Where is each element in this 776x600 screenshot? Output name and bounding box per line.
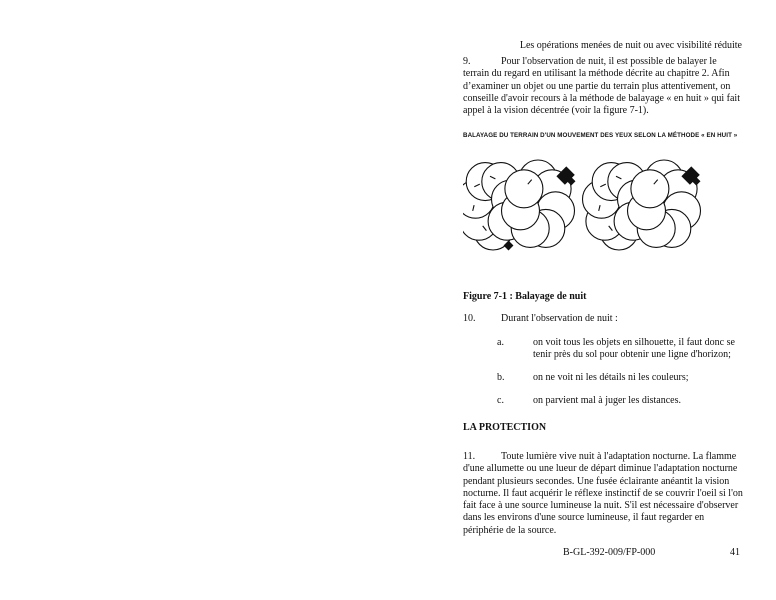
- scan-circle: [505, 170, 543, 208]
- paragraph-text: Pour l'observation de nuit, il est possible de balayer le terrain du regard en utilisant la méthode décrite au chapitre 2. Afin d’examiner un objet ou une partie du terrain plus attentivement, on conseille d'avoir recours à la méthode de balayage « en huit » qui fait appel à la vision décentrée (voir la figure 7-1).: [463, 56, 740, 117]
- paragraph-9: [463, 56, 745, 117]
- scan-circle: [631, 170, 669, 208]
- figure-title: BALAYAGE DU TERRAIN D'UN MOUVEMENT DES YEUX SELON LA MÉTHODE « EN HUIT »: [463, 132, 738, 139]
- list-item-text: on ne voit ni les détails ni les couleurs;: [533, 372, 689, 383]
- paragraph-11: [463, 451, 745, 537]
- list-item-text: on voit tous les objets en silhouette, il faut donc se tenir près du sol pour obtenir une ligne d'horizon;: [533, 337, 735, 361]
- paragraph-number: 9.: [463, 56, 471, 67]
- running-header: Les opérations menées de nuit ou avec visibilité réduite: [519, 40, 742, 51]
- list-item-label: b.: [497, 372, 505, 383]
- figure-eye-scan-diagram: [463, 150, 745, 260]
- page-number: 41: [730, 547, 740, 558]
- figure-caption: Figure 7-1 : Balayage de nuit: [463, 291, 587, 302]
- paragraph-text: Toute lumière vive nuit à l'adaptation nocturne. La flamme d'une allumette ou une lueur de départ diminue l'adaptation nocturne pendant plusieurs secondes. Une fusée éclairante anéantit la vision nocturne. Il faut acquérir le réflexe instinctif de se couvrir l'oeil si l'on fait face à une source lumineuse la nuit. S'il est nécessaire d'observer dans les environs d'une source lumineuse, il faut regarder en périphérie de la source.: [463, 451, 743, 536]
- paragraph-number: 11.: [463, 451, 476, 462]
- paragraph-10: [463, 313, 745, 325]
- document-id: B-GL-392-009/FP-000: [563, 547, 656, 558]
- list-item-text: on parvient mal à juger les distances.: [533, 395, 682, 406]
- paragraph-text: Durant l'observation de nuit :: [501, 313, 618, 324]
- paragraph-number: 10.: [463, 313, 476, 324]
- list-item-label: c.: [497, 395, 504, 406]
- section-heading: LA PROTECTION: [463, 422, 547, 433]
- list-item-label: a.: [497, 337, 504, 348]
